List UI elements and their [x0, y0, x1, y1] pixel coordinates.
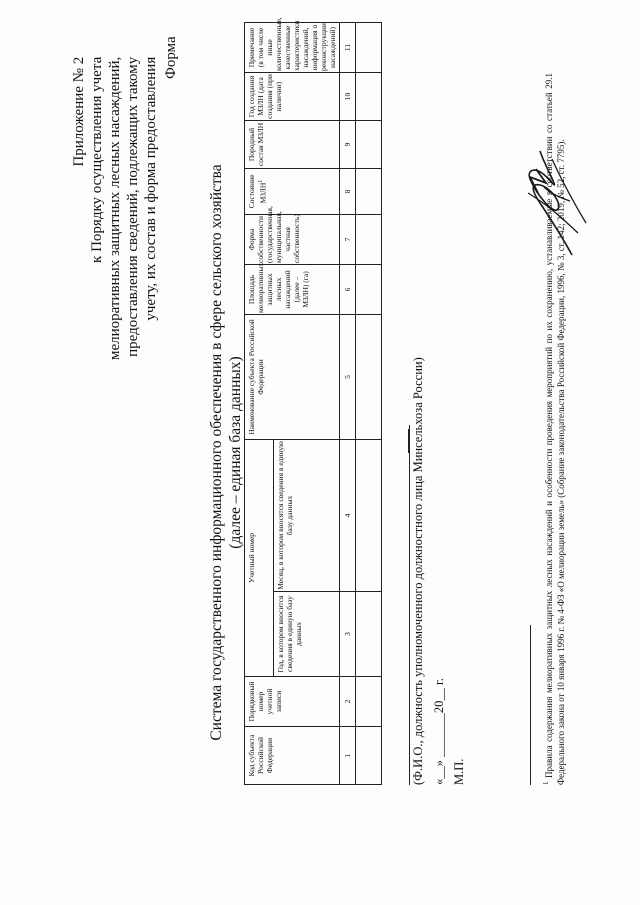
column-number: 5 [340, 314, 356, 439]
table-cell [356, 314, 382, 439]
appendix-title [70, 57, 160, 360]
column-number: 3 [340, 592, 356, 677]
handwritten-signature [500, 143, 600, 263]
header-cell: Год создания МЗЛН (дата создания (при наличии) [245, 72, 340, 120]
table-cell [356, 439, 382, 591]
header-cell: Порядковый номер учетной записи [245, 677, 340, 727]
column-number: 1 [340, 727, 356, 785]
column-number: 7 [340, 214, 356, 264]
table-cell [356, 727, 382, 785]
form-table [244, 17, 382, 785]
header-cell: Год, в котором вносится сведения в единую базу данных [273, 592, 339, 677]
appendix-line-1: Приложение № 2 [71, 56, 87, 167]
table-cell [356, 677, 382, 727]
form-label: Форма [163, 36, 179, 79]
table-cell [356, 264, 382, 314]
system-title [207, 0, 245, 905]
official-name-caption: (Ф.И.О., должность уполномоченного должностного лица Минсельхоза России) [411, 357, 425, 785]
footnote-ref: 1 [257, 179, 264, 183]
table-cell [356, 120, 382, 168]
header-cell-text: Состояние МЗЛН [247, 174, 268, 209]
empty-data-row [356, 22, 382, 784]
header-cell [245, 168, 340, 214]
header-cell: Месяц, в котором вносятся сведения в единую базу данных [273, 439, 339, 591]
signature-rule-mark [408, 429, 409, 453]
header-cell: Площадь мелиоративных защитных лесных насаждений (далее – МЗЛН) (га) [245, 264, 340, 314]
appendix-line-2: к Порядку осуществления учета [89, 56, 105, 263]
appendix-line-5: учету, их состав и форма предоставления [143, 56, 159, 321]
column-number: 11 [340, 22, 356, 72]
column-number-row [340, 22, 356, 784]
table-cell [356, 72, 382, 120]
table-cell [356, 22, 382, 72]
column-number: 8 [340, 168, 356, 214]
header-cell: Примечание (в том числе иные количественные, качественные характеристики насаждений, информация о реконструкции насаждений) [245, 22, 340, 72]
table-cell [356, 214, 382, 264]
footnote-text: Правила содержания мелиоративных защитных лесных насаждений и особенности проведения мероприятий по их сохранению, устанавливаемые в соответствии со статьей 29.1 Федерального закона от 10 января 1996 г. № 4-ФЗ «О мелиорации земель» (Собрание законодательства Российской Федерации, 1996, № 3, ст. 142; 2019, № 52, ст. 7795). [544, 73, 566, 785]
system-title-line: Система государственного информационного обеспечения в сфере сельского хозяйства [208, 164, 225, 741]
appendix-line-4: предоставления сведений, подлежащих такому [125, 56, 141, 357]
column-number: 9 [340, 120, 356, 168]
column-number: 6 [340, 264, 356, 314]
table-cell [356, 592, 382, 677]
appendix-line-3: мелиоративных защитных лесных насаждений, [107, 56, 123, 360]
header-cell: Породный состав МЗЛН [245, 120, 340, 168]
header-cell: Форма собственности (государственная, муниципальная, частная собственность) [245, 214, 340, 264]
system-subtitle-line: (далее – единая база данных) [227, 356, 244, 549]
header-cell: Наименование субъекта Российской Федерации [245, 314, 340, 439]
header-cell: Код субъекта Российской Федерации [245, 727, 340, 785]
footnote-separator [530, 625, 531, 785]
column-number: 2 [340, 677, 356, 727]
header-row-1 [245, 22, 274, 784]
table-cell [356, 168, 382, 214]
column-number: 10 [340, 72, 356, 120]
signature-rule [409, 425, 410, 785]
header-cell: Учетный номер [245, 439, 274, 676]
footnote-mark: 1 [542, 781, 550, 785]
date-line: «__» _______20__ г. [432, 678, 446, 785]
seal-place-label: М.П. [452, 758, 466, 785]
column-number: 4 [340, 439, 356, 591]
